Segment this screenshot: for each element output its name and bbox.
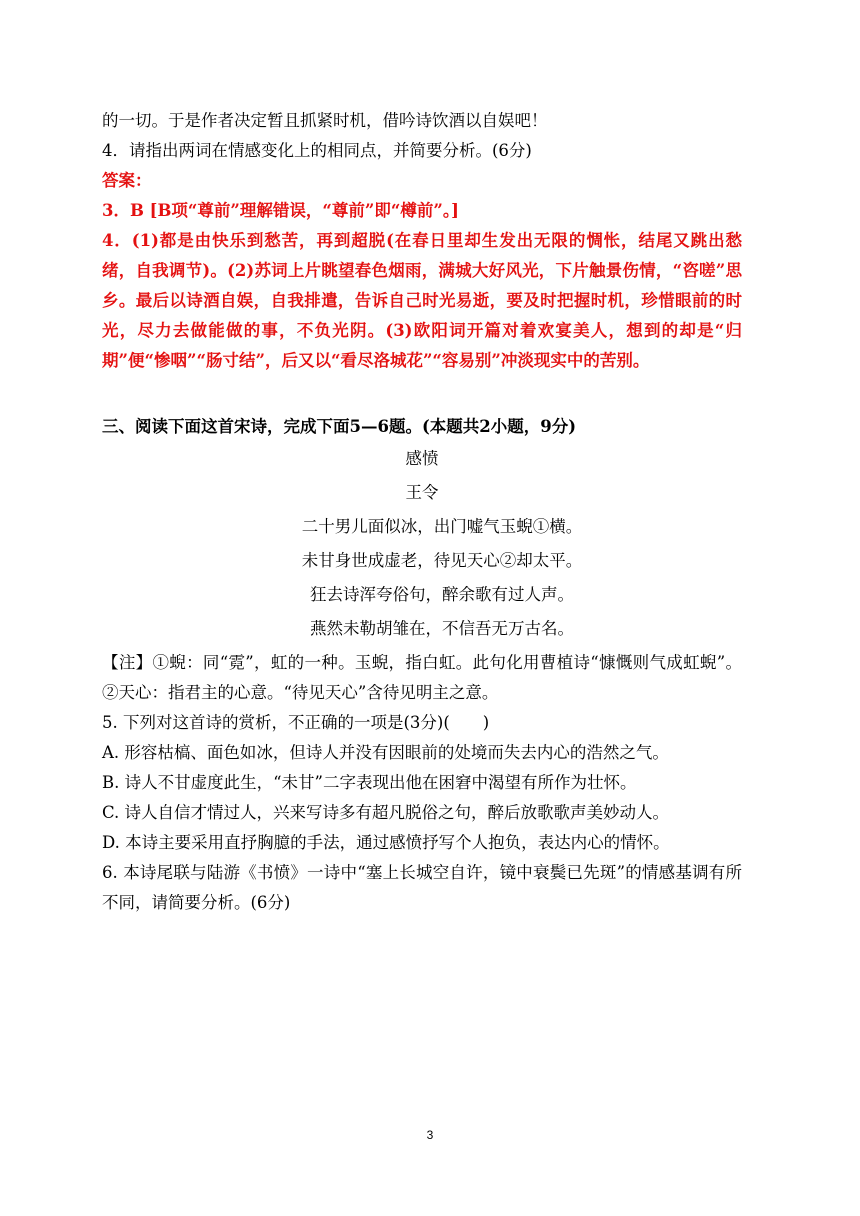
page-number: 3 bbox=[426, 1128, 434, 1142]
option-b: B. 诗人不甘虚度此生，“未甘”二字表现出他在困窘中渴望有所作为壮怀。 bbox=[102, 773, 637, 792]
poem-line: 未甘身世成虚老，待见天心②却太平。 bbox=[301, 551, 583, 570]
option-a: A. 形容枯槁、面色如冰，但诗人并没有因眼前的处境而失去内心的浩然之气。 bbox=[102, 743, 669, 762]
continuation-text: 的一切。于是作者决定暂且抓紧时机，借吟诗饮酒以自娱吧！ bbox=[102, 111, 548, 130]
question-5: 5. 下列对这首诗的赏析，不正确的一项是(3分)( ) bbox=[102, 713, 490, 732]
poem-line: 狂去诗浑夸俗句，醉余歌有过人声。 bbox=[310, 585, 574, 604]
poem-author: 王令 bbox=[405, 483, 439, 502]
poem-line: 燕然未勒胡雏在，不信吾无万古名。 bbox=[310, 619, 574, 638]
page-content bbox=[102, 106, 742, 918]
section-3-heading: 三、阅读下面这首宋诗，完成下面5—6题。(本题共2小题，9分) bbox=[102, 417, 577, 436]
answer-label: 答案： bbox=[102, 171, 152, 190]
option-c: C. 诗人自信才情过人，兴来写诗多有超凡脱俗之句，醉后放歌歌声美妙动人。 bbox=[102, 803, 670, 822]
question-6: 6. 本诗尾联与陆游《书愤》一诗中“塞上长城空自许，镜中衰鬓已先斑”的情感基调有所不同，请简要分析。(6分) bbox=[102, 863, 742, 912]
poem-note: 【注】①蜺：同“霓”，虹的一种。玉蜺，指白虹。此句化用曹植诗“慷慨则气成虹蜺”。②天心：指君主的心意。“待见天心”含待见明主之意。 bbox=[102, 653, 742, 702]
poem-title: 感愤 bbox=[405, 449, 439, 468]
question-4: 4．请指出两词在情感变化上的相同点，并简要分析。(6分) bbox=[102, 141, 532, 160]
answer-3: 3．B [B项“尊前”理解错误，“尊前”即“樽前”。] bbox=[102, 201, 459, 220]
option-d: D. 本诗主要采用直抒胸臆的手法，通过感愤抒写个人抱负，表达内心的情怀。 bbox=[102, 833, 670, 852]
poem-line: 二十男儿面似冰，出门嘘气玉蜺①横。 bbox=[301, 517, 583, 536]
section-spacer bbox=[102, 376, 742, 406]
answer-4: 4．(1)都是由快乐到愁苦，再到超脱(在春日里却生发出无限的惆怅，结尾又跳出愁绪，自我调节)。(2)苏词上片眺望春色烟雨，满城大好风光，下片触景伤情，“咨嗟”思乡。最后以诗酒自娱，自我排遣，告诉自己时光易逝，要及时把握时机，珍惜眼前的时光，尽力去做能做的事，不负光阴。(3)欧阳词开篇对着欢宴美人，想到的却是“归期”便“惨咽”“肠寸结”，后又以“看尽洛城花”“容易别”冲淡现实中的苦别。 bbox=[102, 231, 742, 370]
